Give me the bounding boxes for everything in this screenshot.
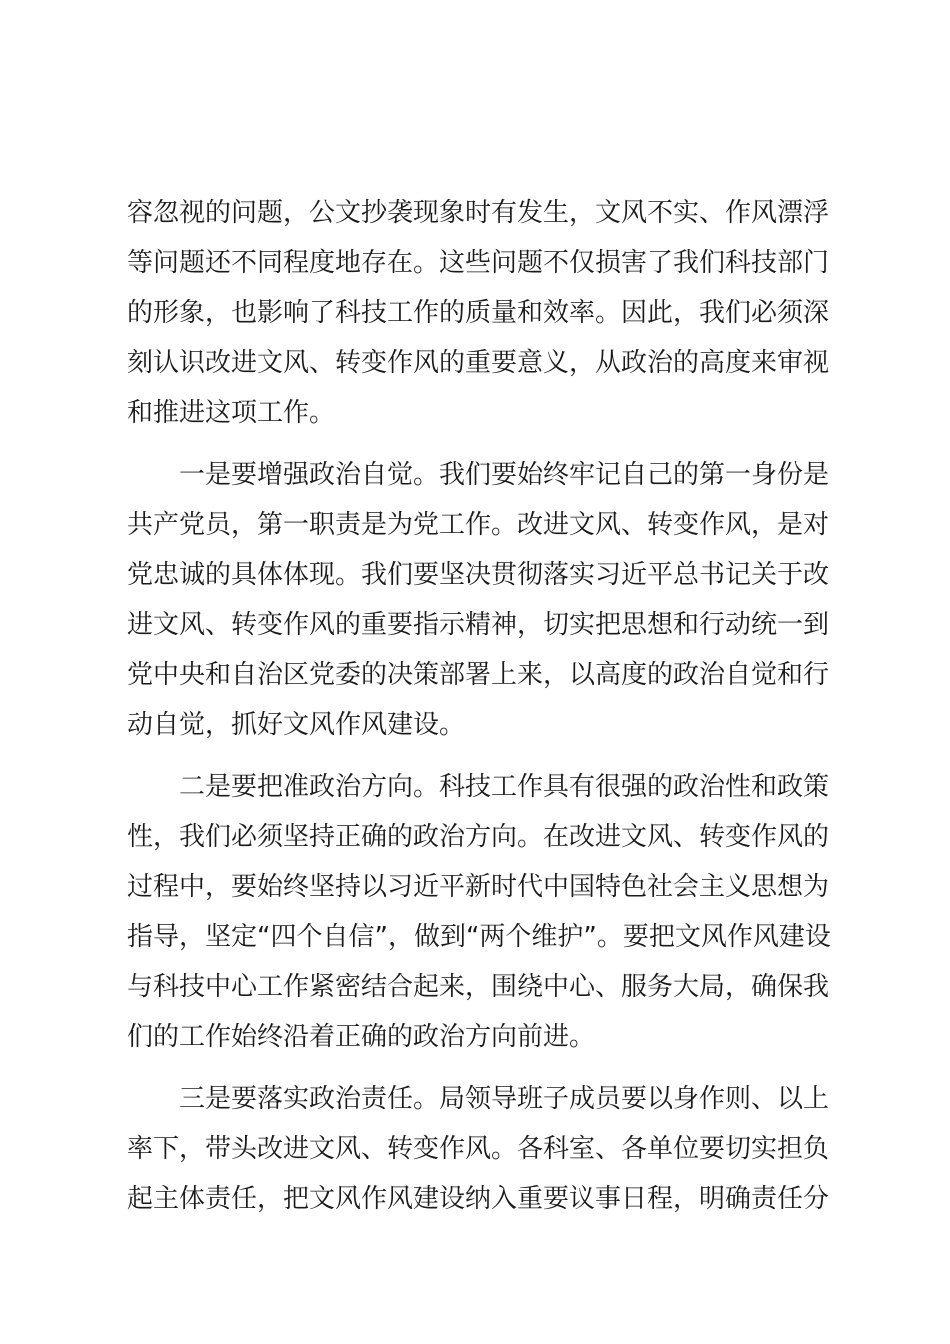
text-line: 党中央和自治区党委的决策部署上来，以高度的政治自觉和行 [127, 660, 830, 690]
text-line: 起主体责任，把文风作风建设纳入重要议事日程，明确责任分 [127, 1184, 830, 1214]
text-line: 指导，坚定“四个自信”，做到“两个维护”。要把文风作风建设 [127, 922, 831, 952]
text-line: 等问题还不同程度地存在。这些问题不仅损害了我们科技部门 [127, 248, 830, 278]
text-line: 率下，带头改进文风、转变作风。各科室、各单位要切实担负 [127, 1134, 830, 1164]
text-line: 和推进这项工作。 [127, 398, 336, 428]
intro-paragraph [127, 188, 830, 438]
paragraph-spacer [127, 438, 827, 450]
paragraph-spacer [127, 750, 827, 762]
point-one-paragraph [127, 450, 830, 750]
text-line: 动自觉，抓好文风作风建设。 [127, 710, 466, 740]
point-two-paragraph [127, 762, 831, 1062]
text-line: 的形象，也影响了科技工作的质量和效率。因此，我们必须深 [127, 298, 830, 328]
text-line: 一是要增强政治自觉。我们要始终牢记自己的第一身份是 [179, 460, 830, 490]
text-line: 二是要把准政治方向。科技工作具有很强的政治性和政策 [179, 772, 830, 802]
text-line: 党忠诚的具体体现。我们要坚决贯彻落实习近平总书记关于改 [127, 560, 830, 590]
text-line: 容忽视的问题，公文抄袭现象时有发生，文风不实、作风漂浮 [127, 198, 830, 228]
text-line: 与科技中心工作紧密结合起来，围绕中心、服务大局，确保我 [127, 972, 830, 1002]
text-line: 共产党员，第一职责是为党工作。改进文风、转变作风，是对 [127, 510, 830, 540]
body-text [127, 188, 831, 1224]
text-line: 刻认识改进文风、转变作风的重要意义，从政治的高度来审视 [127, 348, 830, 378]
paragraph-spacer [127, 1062, 827, 1074]
point-three-paragraph [127, 1074, 830, 1224]
text-line: 三是要落实政治责任。局领导班子成员要以身作则、以上 [179, 1084, 830, 1114]
text-line: 进文风、转变作风的重要指示精神，切实把思想和行动统一到 [127, 610, 830, 640]
text-line: 性，我们必须坚持正确的政治方向。在改进文风、转变作风的 [127, 822, 830, 852]
text-line: 过程中，要始终坚持以习近平新时代中国特色社会主义思想为 [127, 872, 830, 902]
text-line: 们的工作始终沿着正确的政治方向前进。 [127, 1022, 596, 1052]
